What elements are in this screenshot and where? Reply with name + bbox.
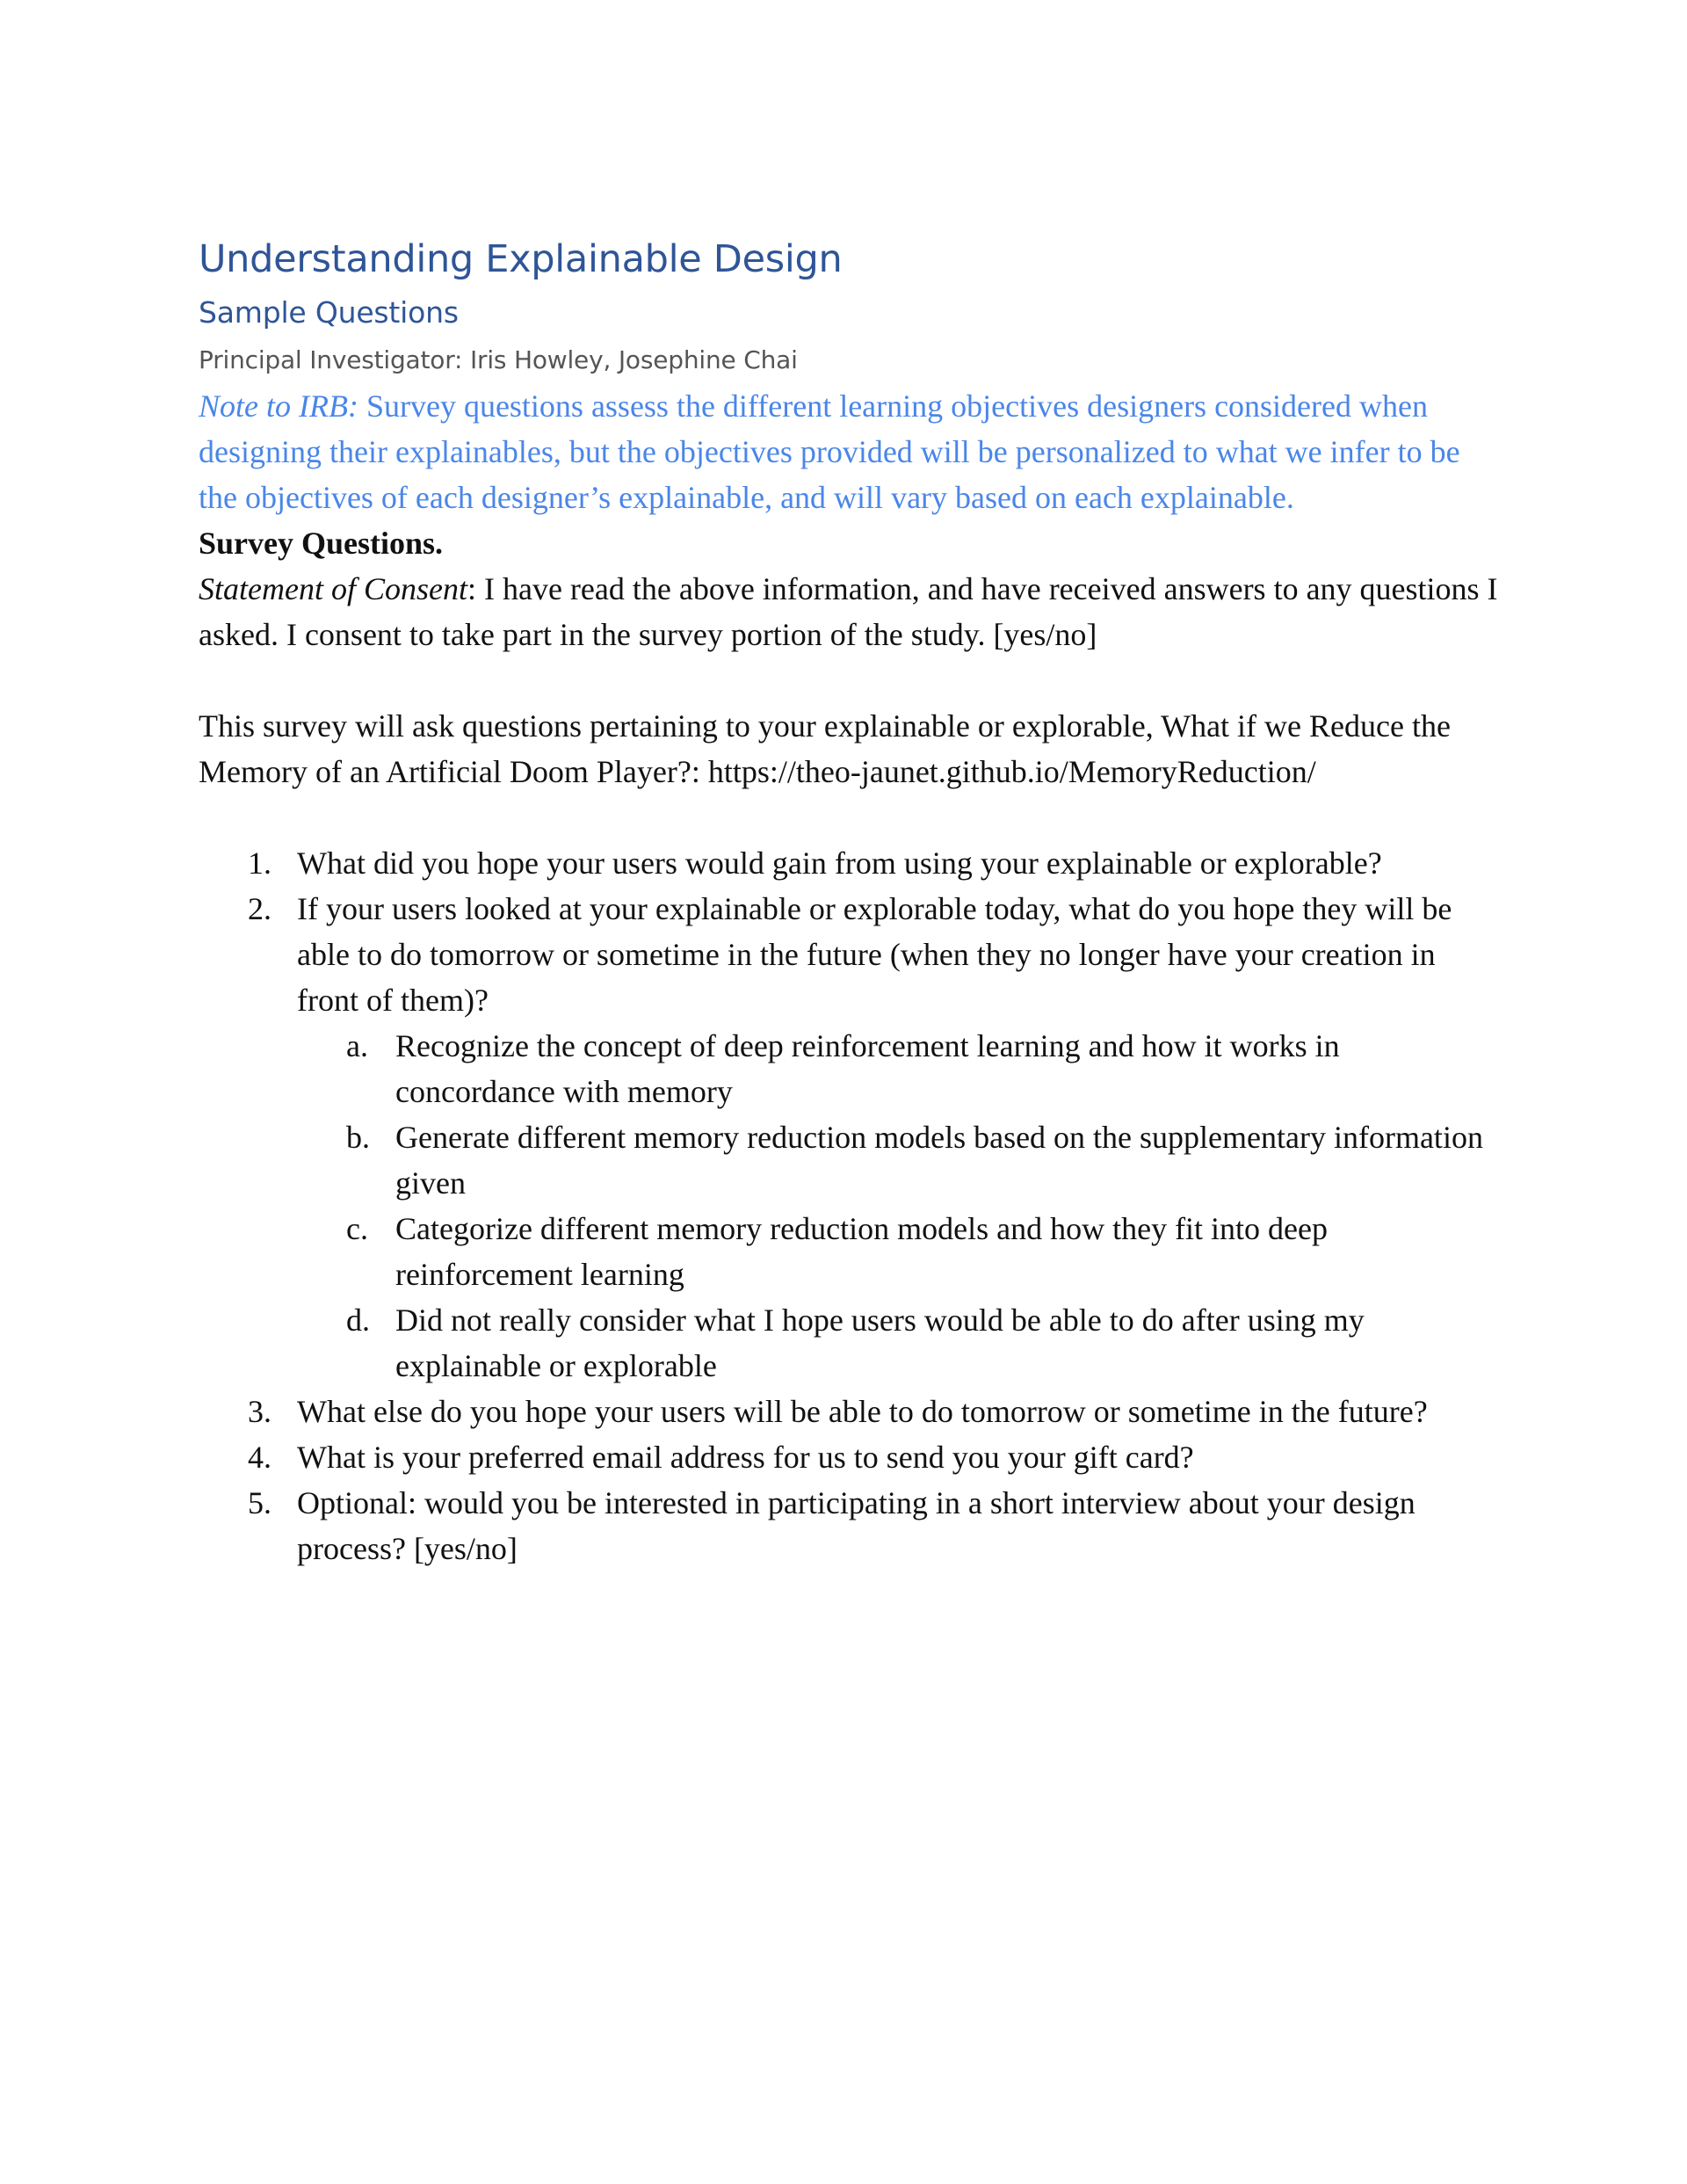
option-letter: b. <box>346 1120 370 1155</box>
question-number: 5. <box>248 1485 272 1520</box>
question-text: What is your preferred email address for us to send you your gift card? <box>297 1440 1194 1475</box>
option-text: Recognize the concept of deep reinforcement learning and how it works in concordance with memory <box>395 1028 1340 1109</box>
option-letter: d. <box>346 1302 370 1338</box>
consent-label: Statement of Consent <box>199 571 467 606</box>
question-list <box>199 840 1499 1571</box>
question-text: What else do you hope your users will be able to do tomorrow or sometime in the future? <box>297 1394 1428 1429</box>
question-item <box>199 840 1499 886</box>
question-item <box>199 1480 1499 1571</box>
question-text: What did you hope your users would gain from using your explainable or explorable? <box>297 845 1382 881</box>
question-number: 1. <box>248 845 272 881</box>
question-number: 3. <box>248 1394 272 1429</box>
consent-statement <box>199 566 1499 657</box>
survey-heading: Survey Questions. <box>199 526 444 561</box>
irb-note-label: Note to IRB: <box>199 388 358 424</box>
question-item <box>199 886 1499 1389</box>
option-item <box>297 1023 1499 1114</box>
option-item <box>297 1297 1499 1389</box>
question-number: 2. <box>248 891 272 926</box>
document-subtitle: Sample Questions <box>199 295 459 330</box>
irb-note <box>199 383 1499 520</box>
principal-investigator: Principal Investigator: Iris Howley, Josephine Chai <box>199 345 798 374</box>
question-item <box>199 1389 1499 1434</box>
question-text: If your users looked at your explainable or explorable today, what do you hope they will be able to do tomorrow or sometime in the future (when they no longer have your creation in front of them)? <box>297 891 1452 1018</box>
question-text: Optional: would you be interested in participating in a short interview about your design process? [yes/no] <box>297 1485 1415 1566</box>
option-item <box>297 1114 1499 1206</box>
document-title: Understanding Explainable Design <box>199 237 843 281</box>
option-item <box>297 1206 1499 1297</box>
document-content <box>199 230 1499 1571</box>
option-letter: c. <box>346 1211 368 1246</box>
consent-text: : I have read the above information, and have received answers to any questions I asked. I consent to take part in the survey portion of the study. [yes/no] <box>199 571 1498 652</box>
option-list <box>297 1023 1499 1389</box>
option-text: Did not really consider what I hope users would be able to do after using my explainable or explorable <box>395 1302 1365 1383</box>
option-letter: a. <box>346 1028 368 1063</box>
option-text: Generate different memory reduction models based on the supplementary information given <box>395 1120 1483 1201</box>
survey-intro: This survey will ask questions pertaining to your explainable or explorable, What if we Reduce the Memory of an Artificial Doom Player?: https://theo-jaunet.github.io/MemoryReduction/ <box>199 708 1451 789</box>
question-number: 4. <box>248 1440 272 1475</box>
option-text: Categorize different memory reduction models and how they fit into deep reinforcement learning <box>395 1211 1329 1292</box>
irb-note-text: Survey questions assess the different learning objectives designers considered when designing their explainables, but the objectives provided will be personalized to what we infer to be the objectives of each designer’s explainable, and will vary based on each explainable. <box>199 388 1460 515</box>
question-item <box>199 1434 1499 1480</box>
